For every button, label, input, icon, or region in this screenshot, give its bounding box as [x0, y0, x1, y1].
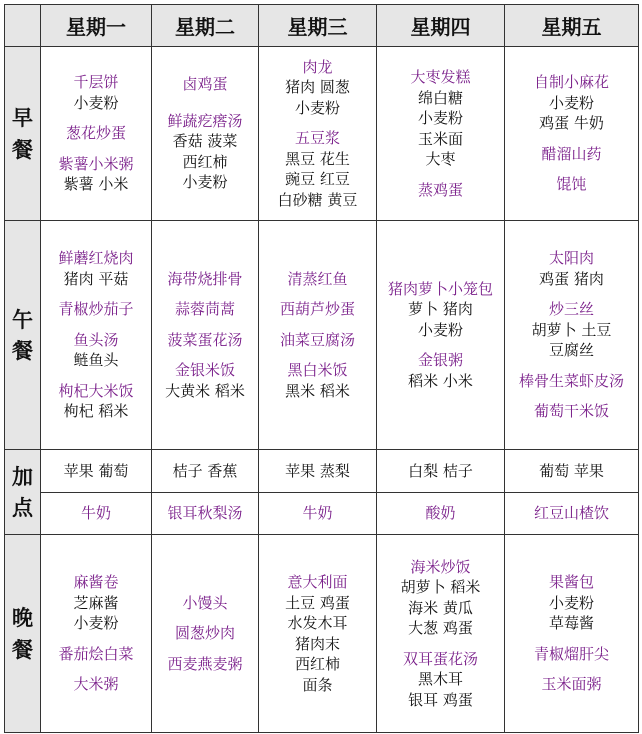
dish-name: 蒸鸡蛋 — [417, 180, 463, 199]
snack-drink-fri: 红豆山楂饮 — [505, 493, 639, 535]
ingredients: 小麦粉 — [294, 98, 340, 117]
dish-name: 圆葱炒肉 — [174, 624, 235, 643]
corner-cell — [5, 5, 41, 47]
dinner-fri — [505, 535, 639, 733]
snack-drink-thu: 酸奶 — [377, 493, 505, 535]
dish-name: 鲜蔬疙瘩汤 — [167, 111, 243, 130]
lunch-row — [5, 221, 639, 450]
header-row — [5, 5, 639, 47]
ingredients: 猪肉 圆葱 — [285, 78, 350, 97]
breakfast-mon — [41, 47, 152, 221]
dish-name: 金银粥 — [417, 351, 463, 370]
ingredients: 芝麻酱 — [73, 593, 119, 612]
dish-name: 意大利面 — [287, 573, 348, 591]
ingredients: 豌豆 红豆 — [285, 170, 350, 189]
snack-fruit-mon: 苹果 葡萄 — [41, 450, 152, 493]
lunch-wed — [259, 221, 377, 450]
ingredients: 黑米 稻米 — [285, 381, 350, 400]
dinner-thu — [377, 535, 505, 733]
dish-name: 葱花炒蛋 — [65, 124, 126, 143]
ingredients: 小麦粉 — [73, 93, 119, 112]
ingredients: 西红柿 — [182, 152, 228, 171]
dinner-row — [5, 535, 639, 733]
ingredients: 银耳 鸡蛋 — [408, 690, 473, 709]
ingredients: 小麦粉 — [417, 109, 463, 127]
snack-drink-mon: 牛奶 — [41, 493, 152, 535]
ingredients: 小麦粉 — [548, 593, 594, 612]
ingredients: 草莓酱 — [548, 614, 594, 633]
dish-name: 葡萄干米饭 — [533, 402, 609, 421]
day-header-fri: 星期五 — [505, 5, 639, 47]
ingredients: 土豆 鸡蛋 — [285, 593, 350, 612]
snack-fruit-wed: 苹果 蒸梨 — [259, 450, 377, 493]
lunch-tue — [152, 221, 259, 450]
dinner-wed — [259, 535, 377, 733]
ingredients: 胡萝卜 土豆 — [531, 320, 612, 339]
ingredients: 水发木耳 — [287, 614, 348, 632]
ingredients: 大黄米 稻米 — [165, 381, 245, 400]
meal-label-breakfast: 早 餐 — [5, 47, 41, 221]
dish-name: 卤鸡蛋 — [182, 75, 228, 94]
day-header-tue: 星期二 — [152, 5, 259, 47]
ingredients: 面条 — [302, 675, 333, 694]
dish-name: 果酱包 — [548, 573, 594, 592]
dish-name: 千层饼 — [73, 73, 119, 92]
dish-name: 棒骨生菜虾皮汤 — [518, 371, 624, 390]
meal-label-dinner: 晚 餐 — [5, 535, 41, 733]
day-header-mon: 星期一 — [41, 5, 152, 47]
ingredients: 豆腐丝 — [548, 341, 594, 360]
ingredients: 稻米 小米 — [408, 371, 473, 390]
lunch-mon — [41, 221, 152, 450]
ingredients: 小麦粉 — [417, 320, 463, 339]
ingredients: 枸杞 稻米 — [63, 402, 129, 421]
dish-name: 海米炒饭 — [410, 557, 471, 576]
snack-fruit-row — [5, 450, 639, 493]
ingredients: 白砂糖 黄豆 — [277, 190, 358, 209]
dish-name: 蒜蓉茼蒿 — [174, 300, 235, 319]
dish-name: 黑白米饭 — [287, 361, 348, 380]
dish-name: 金银米饭 — [174, 361, 235, 380]
dish-name: 大枣发糕 — [410, 68, 471, 86]
dish-name: 油菜豆腐汤 — [279, 330, 355, 349]
dish-name: 鲜蘑红烧肉 — [58, 249, 134, 268]
ingredients: 香菇 菠菜 — [172, 132, 238, 151]
dinner-tue — [152, 535, 259, 733]
dish-name: 双耳蛋花汤 — [402, 649, 478, 668]
ingredients: 紫薯 小米 — [63, 175, 129, 194]
lunch-thu — [377, 221, 505, 450]
ingredients: 海米 黄瓜 — [408, 598, 473, 617]
dish-name: 肉龙 — [302, 57, 333, 76]
dish-name: 馄饨 — [556, 175, 587, 194]
breakfast-wed — [259, 47, 377, 221]
snack-drink-wed: 牛奶 — [259, 493, 377, 535]
dinner-mon — [41, 535, 152, 733]
ingredients: 西红柿 — [294, 655, 340, 673]
ingredients: 鲢鱼头 — [73, 351, 119, 370]
ingredients: 小麦粉 — [548, 93, 594, 112]
snack-drink-row — [5, 493, 639, 535]
snack-fruit-thu: 白梨 桔子 — [377, 450, 505, 493]
dish-name: 青椒炒茄子 — [58, 300, 134, 319]
day-header-thu: 星期四 — [377, 5, 505, 47]
ingredients: 猪肉 平菇 — [63, 269, 129, 288]
dish-name: 西葫芦炒蛋 — [279, 300, 355, 319]
dish-name: 鱼头汤 — [73, 330, 119, 349]
ingredients: 鸡蛋 牛奶 — [539, 114, 604, 133]
dish-name: 菠菜蛋花汤 — [167, 330, 243, 349]
meal-label-lunch: 午 餐 — [5, 221, 41, 450]
lunch-fri — [505, 221, 639, 450]
ingredients: 玉米面 — [417, 129, 463, 148]
dish-name: 青椒熘肝尖 — [533, 644, 609, 663]
ingredients: 小麦粉 — [73, 614, 119, 633]
ingredients: 黑木耳 — [417, 670, 463, 689]
ingredients: 猪肉末 — [294, 634, 340, 653]
dish-name: 番茄烩白菜 — [58, 644, 134, 663]
breakfast-tue — [152, 47, 259, 221]
dish-name: 猪肉萝卜小笼包 — [387, 279, 493, 298]
snack-fruit-fri: 葡萄 苹果 — [505, 450, 639, 493]
day-header-wed: 星期三 — [259, 5, 377, 47]
snack-fruit-tue: 桔子 香蕉 — [152, 450, 259, 493]
dish-name: 醋溜山药 — [541, 144, 602, 163]
dish-name: 玉米面粥 — [541, 675, 602, 694]
dish-name: 五豆浆 — [294, 129, 340, 148]
ingredients: 胡萝卜 稻米 — [400, 578, 481, 597]
ingredients: 大枣 — [425, 150, 456, 168]
ingredients: 大葱 鸡蛋 — [408, 619, 473, 638]
meal-label-snack: 加 点 — [5, 450, 41, 535]
dish-name: 海带烧排骨 — [167, 269, 243, 288]
ingredients: 小麦粉 — [182, 173, 228, 192]
dish-name: 太阳肉 — [548, 249, 594, 268]
dish-name: 炒三丝 — [548, 300, 594, 319]
breakfast-fri — [505, 47, 639, 221]
dish-name: 小馒头 — [182, 593, 228, 612]
dish-name: 自制小麻花 — [533, 73, 609, 92]
breakfast-row — [5, 47, 639, 221]
dish-name: 紫薯小米粥 — [58, 154, 134, 173]
snack-drink-tue: 银耳秋梨汤 — [152, 493, 259, 535]
ingredients: 绵白糖 — [417, 88, 463, 107]
dish-name: 枸杞大米饭 — [58, 381, 134, 400]
dish-name: 清蒸红鱼 — [287, 269, 348, 288]
ingredients: 鸡蛋 猪肉 — [539, 269, 604, 288]
dish-name: 麻酱卷 — [73, 573, 119, 592]
dish-name: 西麦燕麦粥 — [167, 654, 243, 673]
dish-name: 大米粥 — [73, 675, 119, 694]
weekly-menu-table — [4, 4, 639, 733]
breakfast-thu — [377, 47, 505, 221]
ingredients: 黑豆 花生 — [285, 149, 350, 168]
ingredients: 萝卜 猪肉 — [408, 300, 473, 319]
